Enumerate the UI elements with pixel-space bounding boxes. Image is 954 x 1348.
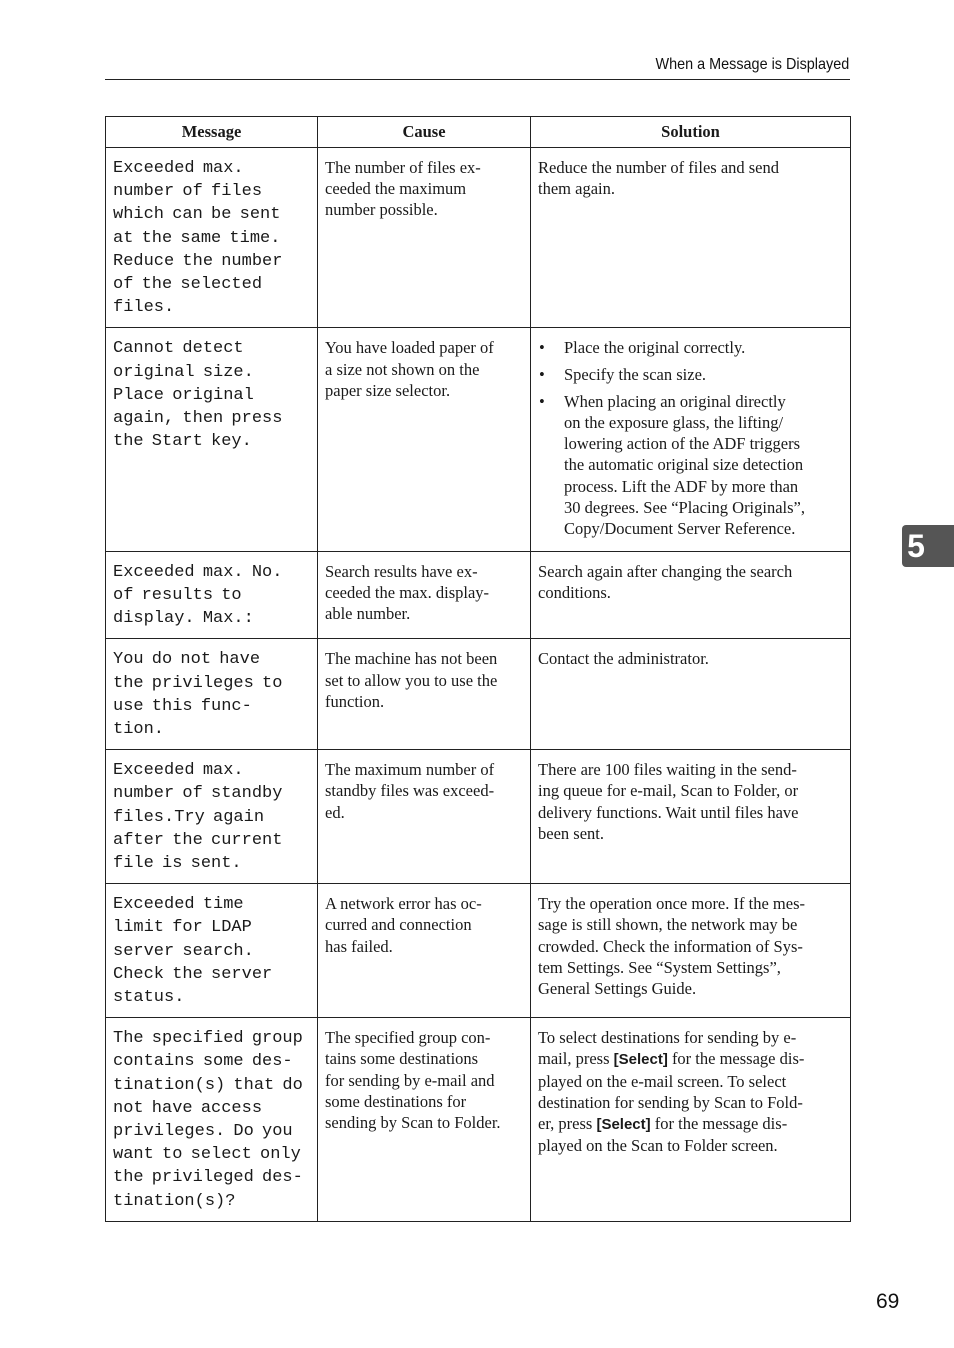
message-cell [106,1018,318,1222]
cause-line: has failed. [325,936,393,956]
cause-cell [318,750,531,884]
page-number: 69 [876,1290,900,1313]
message-line: tination(s)? [113,1191,236,1211]
solution-line: 30 degrees. See “Placing Originals”, [564,497,806,517]
column-header-solution: Solution [531,117,851,148]
solution-line: lowering action of the ADF triggers [564,434,800,454]
cause-cell [318,639,531,750]
bullet-icon: • [539,391,545,411]
column-header-message: Message [106,117,318,148]
chapter-tab: 5 [902,525,954,567]
message-line: server search. [113,941,254,961]
solution-line: process. Lift the ADF by more than [564,476,799,496]
cause-line: ceeded the maximum [325,179,467,199]
select-key-label: [Select] [613,1051,668,1069]
running-header: When a Message is Displayed [655,56,849,73]
table-row [106,551,851,639]
solution-cell [531,148,851,328]
cause-line: The machine has not been [325,649,498,669]
table-header-row [106,117,851,148]
message-table [105,116,851,1222]
solution-text: mail, press [538,1049,614,1069]
message-line: of the selected [113,275,263,295]
message-line: want to select only [113,1145,301,1165]
solution-line: delivery functions. Wait until files have [538,802,799,822]
message-line: tion. [113,719,165,739]
solution-cell [531,639,851,750]
solution-cell [531,884,851,1018]
table-row [106,639,851,750]
solution-text: for the message dis- [667,1049,805,1069]
solution-line: tem Settings. See “System Settings”, [538,957,781,977]
message-line: original size. [113,362,254,382]
message-cell [106,639,318,750]
cause-line: set to allow you to use the [325,670,498,690]
cause-line: The maximum number of [325,760,495,780]
message-line: again, then press [113,409,283,429]
solution-line [538,1048,845,1070]
cause-line: number possible. [325,200,438,220]
solution-line: Place the original correctly. [564,338,746,358]
message-line: Exceeded max. [113,761,244,781]
solution-line: Copy/Document Server Reference. [564,519,796,539]
message-line: limit for LDAP [113,918,252,938]
message-line: Reduce the number [113,251,283,271]
message-line: the privileges to [113,673,283,693]
solution-cell [531,328,851,551]
solution-line: Contact the administrator. [538,649,709,669]
cause-line: You have loaded paper of [325,338,494,358]
message-line: the privileged des- [113,1168,303,1188]
cause-line: sending by Scan to Folder. [325,1113,501,1133]
cause-line: The specified group con- [325,1028,491,1048]
cause-line: ceeded the max. display- [325,582,490,602]
solution-line: ing queue for e-mail, Scan to Folder, or [538,781,799,801]
message-line: file is sent. [113,853,242,873]
message-line: after the current [113,830,283,850]
cause-line: Search results have ex- [325,561,478,581]
message-line: Check the server [113,964,273,984]
message-cell [106,148,318,328]
cause-line: A network error has oc- [325,894,482,914]
solution-line: the automatic original size detection [564,455,804,475]
solution-line: To select destinations for sending by e- [538,1028,797,1048]
select-key-label: [Select] [596,1116,651,1134]
message-line: number of standby [113,784,283,804]
cause-line: able number. [325,604,411,624]
cause-cell [318,884,531,1018]
message-line: use this func- [113,696,252,716]
solution-line: There are 100 files waiting in the send- [538,760,797,780]
cause-line: tains some destinations [325,1049,479,1069]
list-item [538,364,845,385]
message-line: Exceeded max. No. [113,562,283,582]
solution-line: sage is still shown, the network may be [538,915,798,935]
table-row [106,328,851,551]
message-line: tination(s) that do [113,1075,303,1095]
solution-line: played on the e-mail screen. To select [538,1071,787,1091]
cause-cell [318,551,531,639]
message-line: privileges. Do you [113,1122,293,1142]
message-line: The specified group [113,1029,303,1049]
solution-line: crowded. Check the information of Sys- [538,936,803,956]
solution-line: on the exposure glass, the lifting/ [564,413,784,433]
cause-line: ed. [325,802,345,822]
solution-line: Reduce the number of files and send [538,158,780,177]
message-line: at the same time. [113,228,281,248]
column-header-cause: Cause [318,117,531,148]
solution-line [538,1113,845,1135]
message-line: Cannot detect [113,339,244,359]
solution-line: played on the Scan to Folder screen. [538,1136,778,1156]
solution-line: Try the operation once more. If the mes- [538,894,805,914]
solution-cell [531,1018,851,1222]
cause-line: paper size selector. [325,380,451,400]
cause-line: function. [325,691,385,711]
solution-line: been sent. [538,823,604,843]
list-item [538,337,845,358]
message-cell [106,884,318,1018]
table-row [106,148,851,328]
message-line: Exceeded max. [113,159,244,178]
cause-line: standby files was exceed- [325,781,495,801]
list-item [538,391,845,539]
cause-line: curred and connection [325,915,472,935]
cause-line: The number of files ex- [325,158,481,177]
solution-line: Specify the scan size. [564,365,707,385]
solution-text: for the message dis- [650,1114,788,1134]
message-cell [106,551,318,639]
message-line: not have access [113,1098,263,1118]
table-row [106,750,851,884]
table-body [106,148,851,1222]
cause-cell [318,328,531,551]
solution-line: destination for sending by Scan to Fold- [538,1092,803,1112]
solution-text: er, press [538,1114,597,1134]
table-row [106,884,851,1018]
message-line: contains some des- [113,1052,293,1072]
message-line: files.Try again [113,807,265,827]
solution-line: conditions. [538,582,611,602]
message-line: which can be sent [113,205,281,225]
solution-cell [531,750,851,884]
cause-line: some destinations for [325,1091,467,1111]
solution-line: When placing an original directly [564,391,786,411]
message-line: Place original [113,385,254,405]
message-cell [106,328,318,551]
header-rule [105,79,850,80]
message-line: files. [113,298,175,318]
message-cell [106,750,318,884]
message-line: You do not have [113,650,261,670]
bullet-icon: • [539,338,545,358]
message-line: Exceeded time [113,895,244,915]
message-line: of results to [113,585,242,605]
table-row [106,1018,851,1222]
message-line: status. [113,988,185,1007]
cause-line: for sending by e-mail and [325,1070,495,1090]
message-line: display. Max.: [113,609,254,629]
solution-line: Search again after changing the search [538,561,793,581]
cause-cell [318,148,531,328]
solution-line: them again. [538,179,615,199]
cause-line: a size not shown on the [325,359,480,379]
solution-list [538,337,845,539]
solution-cell [531,551,851,639]
message-line: the Start key. [113,432,252,452]
cause-cell [318,1018,531,1222]
message-line: number of files [113,182,263,202]
bullet-icon: • [539,365,545,385]
solution-line: General Settings Guide. [538,979,697,998]
